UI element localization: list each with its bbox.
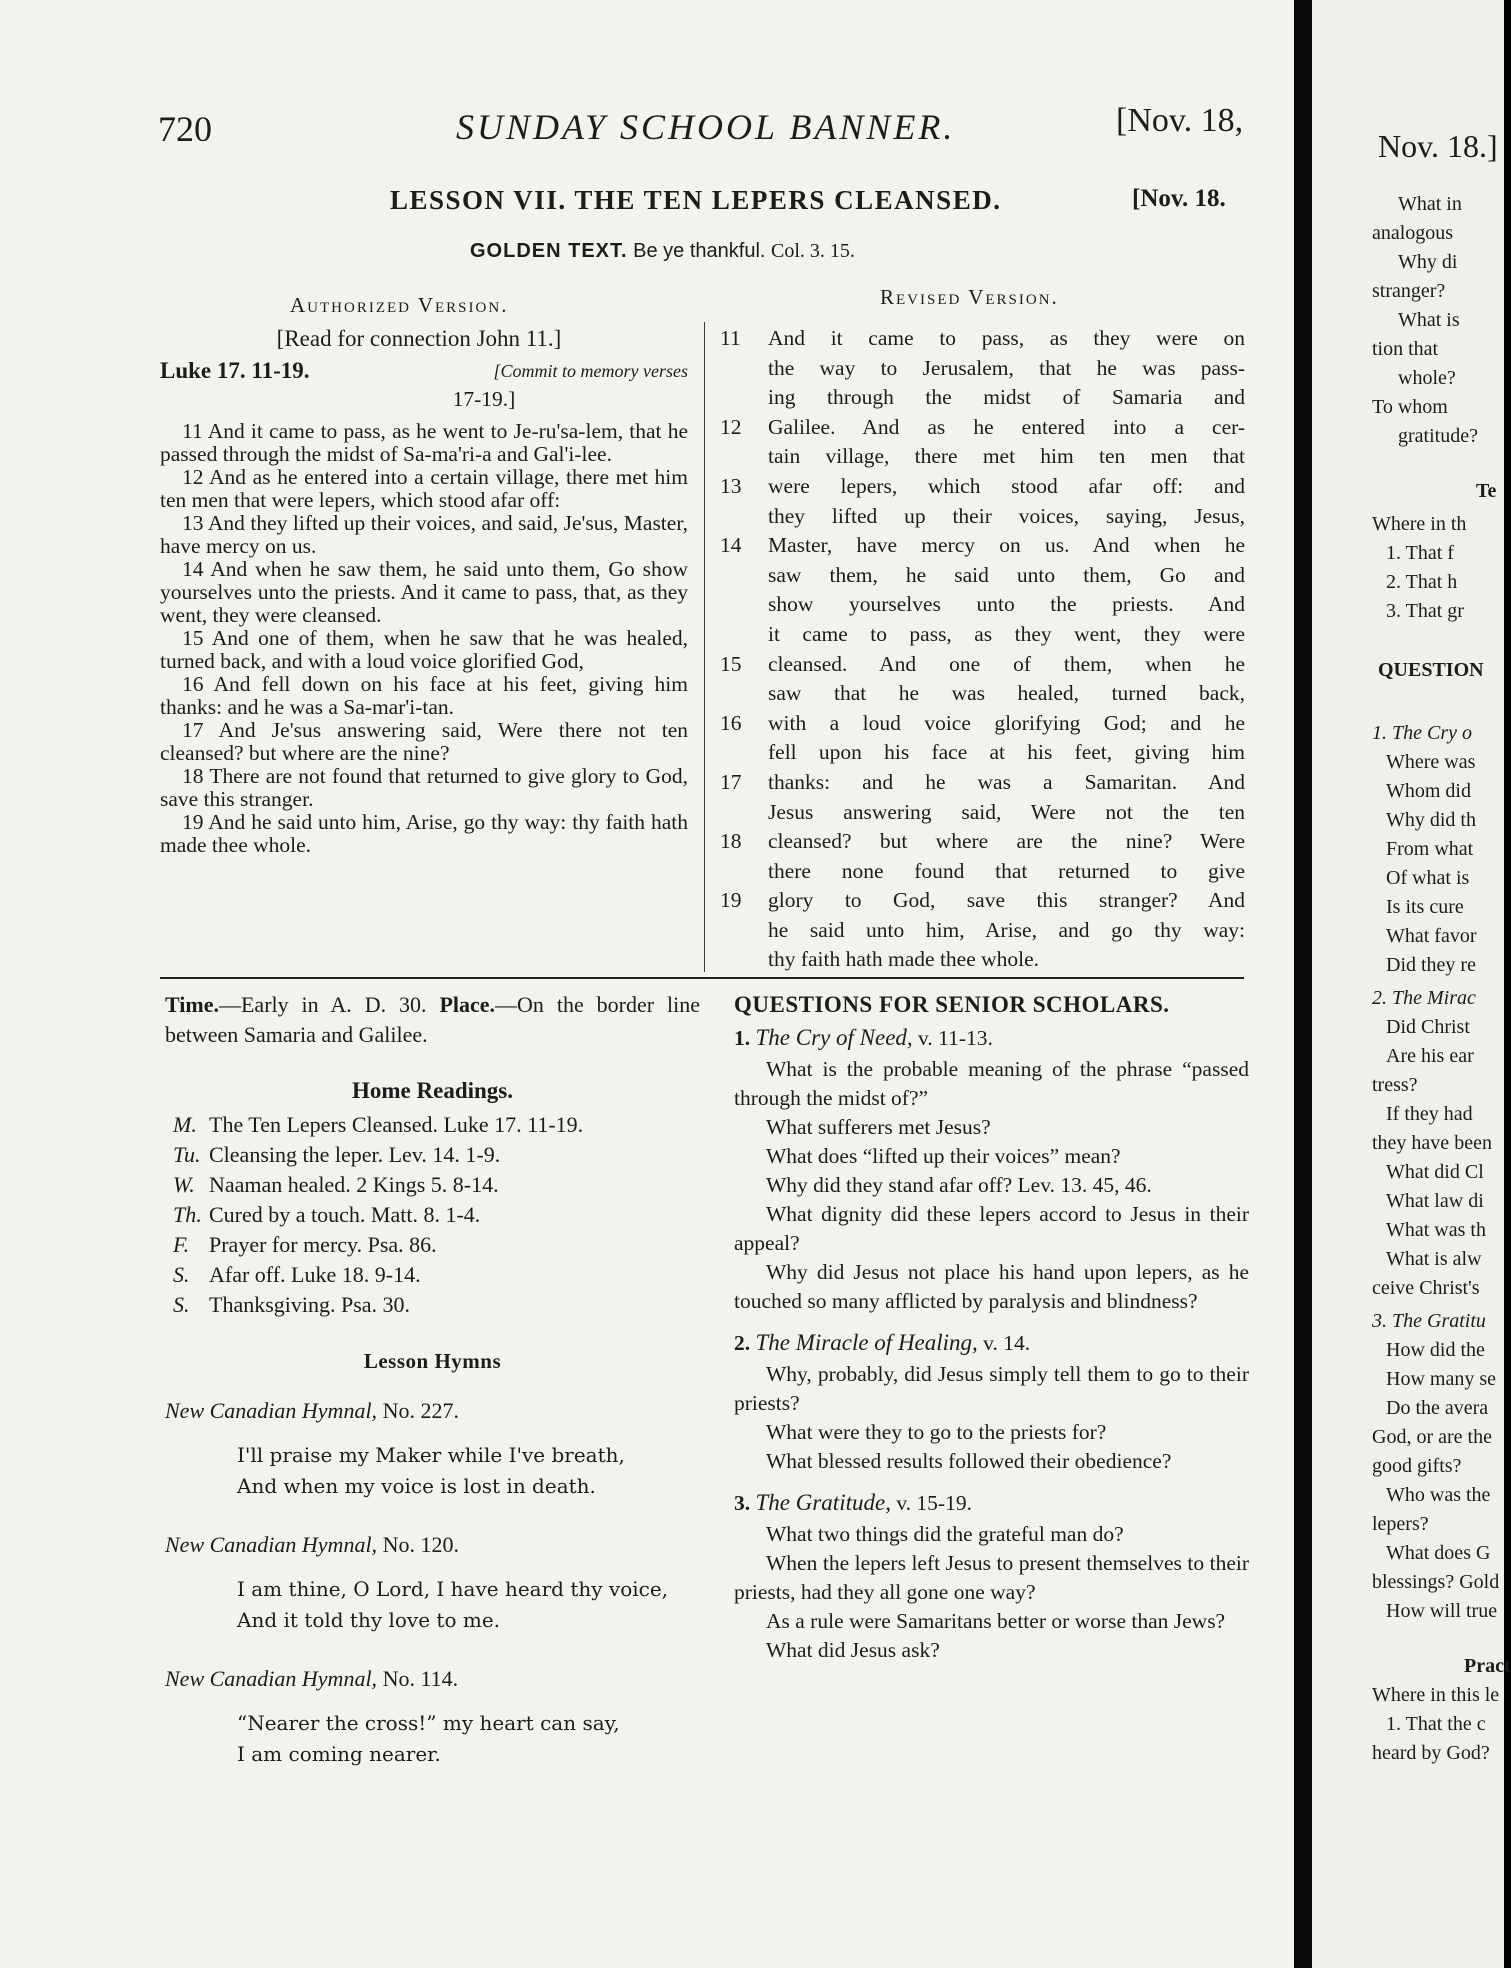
hymn-line: I am thine, O Lord, I have heard thy voice, bbox=[237, 1577, 669, 1601]
right-line: What in bbox=[1398, 193, 1462, 215]
question: What two things did the grateful man do? bbox=[766, 1522, 1124, 1546]
authorized-version bbox=[160, 324, 688, 857]
right-line: What does G bbox=[1386, 1542, 1491, 1564]
revised-heading: Revised Version. bbox=[880, 285, 1059, 309]
right-line: they have been bbox=[1372, 1132, 1492, 1154]
hymn-source bbox=[165, 1664, 700, 1694]
revised-text: with a loud voice glorifying God; and he bbox=[768, 710, 1245, 735]
verse-number: 18 bbox=[720, 829, 742, 854]
verse-number: 19 bbox=[720, 888, 742, 913]
running-title: SUNDAY SCHOOL BANNER. bbox=[456, 107, 956, 147]
lesson-date: [Nov. 18. bbox=[1132, 185, 1226, 212]
book-spine bbox=[1294, 0, 1312, 1968]
reading-item bbox=[173, 1110, 700, 1140]
reading-item bbox=[173, 1260, 700, 1290]
hymn-number: No. 227. bbox=[382, 1398, 459, 1423]
verse-number: 12 bbox=[720, 414, 742, 439]
authorized-heading: Authorized Version. bbox=[290, 293, 509, 317]
right-line: Whom did bbox=[1386, 780, 1471, 802]
verse: 18 There are not found that returned to give glory to God, save this stranger. bbox=[160, 764, 688, 811]
revised-text: fell upon his face at his feet, giving him bbox=[768, 740, 1245, 765]
right-line: What did Cl bbox=[1386, 1161, 1484, 1183]
hymn-source bbox=[165, 1396, 700, 1426]
revised-text: there none found that returned to give bbox=[768, 858, 1245, 883]
question: What sufferers met Jesus? bbox=[766, 1115, 991, 1139]
hymn-number: No. 114. bbox=[382, 1666, 459, 1691]
question: Why did Jesus not place his hand upon lepers, as he touched so many afflicted by paralysis and blindness? bbox=[734, 1260, 1249, 1313]
hymn-line: I am coming nearer. bbox=[237, 1742, 441, 1766]
question: What did Jesus ask? bbox=[766, 1638, 940, 1662]
question: What is the probable meaning of the phrase “passed through the midst of?” bbox=[734, 1057, 1249, 1110]
revised-line bbox=[720, 827, 1245, 857]
revised-line bbox=[720, 502, 1245, 532]
right-line: ceive Christ's bbox=[1372, 1277, 1480, 1299]
verse-number bbox=[720, 738, 768, 768]
right-line: Where was bbox=[1386, 751, 1476, 773]
verse-number bbox=[720, 945, 768, 975]
revised-line bbox=[720, 945, 1245, 975]
revised-text: were lepers, which stood afar off: and bbox=[768, 473, 1245, 498]
header-date: [Nov. 18, bbox=[1116, 102, 1244, 139]
hymnal-name: New Canadian Hymnal, bbox=[165, 1666, 378, 1691]
question: What does “lifted up their voices” mean? bbox=[766, 1144, 1121, 1168]
revised-text: cleansed? but where are the nine? Were bbox=[768, 829, 1245, 854]
verse-number bbox=[720, 916, 768, 946]
revised-line bbox=[720, 472, 1245, 502]
junior-section-3: 3. The Gratitu bbox=[1372, 1310, 1486, 1332]
revised-text: ing through the midst of Samaria and bbox=[768, 385, 1245, 410]
verse: 19 And he said unto him, Arise, go thy way: thy faith hath made thee whole. bbox=[160, 810, 688, 857]
hymn-lines bbox=[237, 1574, 700, 1636]
section-number: 2. bbox=[734, 1331, 751, 1355]
revised-line bbox=[720, 679, 1245, 709]
teachings-heading: Te bbox=[1476, 480, 1497, 502]
hymns-heading: Lesson Hymns bbox=[363, 1349, 502, 1373]
junior-section-2: 2. The Mirac bbox=[1372, 987, 1476, 1009]
verse-number bbox=[720, 679, 768, 709]
verse: 13 And they lifted up their voices, and said, Je'sus, Master, have mercy on us. bbox=[160, 511, 688, 558]
reading-day: Th. bbox=[173, 1202, 202, 1227]
revised-line bbox=[720, 709, 1245, 739]
column-divider bbox=[704, 322, 705, 972]
revised-version bbox=[720, 324, 1245, 975]
reading-day: F. bbox=[173, 1232, 190, 1257]
right-line: tion that bbox=[1372, 338, 1439, 360]
revised-text: glory to God, save this stranger? And bbox=[768, 888, 1245, 913]
time-label: Time. bbox=[165, 992, 219, 1017]
revised-line bbox=[720, 561, 1245, 591]
section-number: 3. bbox=[734, 1491, 751, 1515]
reading-item bbox=[173, 1290, 700, 1320]
right-line: Did Christ bbox=[1386, 1016, 1470, 1038]
junior-section-1: 1. The Cry o bbox=[1372, 722, 1472, 744]
revised-text: he said unto him, Arise, and go thy way: bbox=[768, 917, 1245, 942]
right-line: To whom bbox=[1372, 396, 1448, 418]
revised-line bbox=[720, 531, 1245, 561]
right-header: Nov. 18.] bbox=[1378, 128, 1498, 164]
revised-text: Galilee. And as he entered into a cer- bbox=[768, 414, 1245, 439]
verse: 17 And Je'sus answering said, Were there not ten cleansed? but where are the nine? bbox=[160, 718, 688, 765]
revised-text: tain village, there met him ten men that bbox=[768, 444, 1245, 469]
right-line: What law di bbox=[1386, 1190, 1484, 1212]
practical-heading: Pract bbox=[1464, 1655, 1511, 1677]
revised-line bbox=[720, 916, 1245, 946]
practical-line: Where in this le bbox=[1372, 1684, 1500, 1706]
right-page bbox=[1312, 0, 1511, 1968]
golden-text bbox=[470, 240, 855, 263]
verse-number bbox=[720, 561, 768, 591]
hymn-list bbox=[165, 1396, 700, 1770]
revised-line bbox=[720, 886, 1245, 916]
hymn-lines bbox=[237, 1708, 700, 1770]
section-heading bbox=[734, 1488, 1249, 1518]
verse-number bbox=[720, 590, 768, 620]
golden-label: GOLDEN TEXT. bbox=[470, 240, 628, 262]
verse-number: 13 bbox=[720, 473, 742, 498]
verse: 16 And fell down on his face at his feet, giving him thanks: and he was a Sa-mar'i-tan. bbox=[160, 672, 688, 719]
hymn-line: I'll praise my Maker while I've breath, bbox=[237, 1443, 625, 1467]
right-line: How many se bbox=[1386, 1368, 1496, 1390]
section-ref: v. 11-13. bbox=[918, 1026, 993, 1050]
verse-number bbox=[720, 798, 768, 828]
right-page-text bbox=[1372, 190, 1511, 1768]
reading-text: Naaman healed. 2 Kings 5. 8-14. bbox=[209, 1172, 499, 1197]
right-line: tress? bbox=[1372, 1074, 1418, 1096]
time-place bbox=[165, 990, 700, 1050]
read-note: [Read for connection John 11.] bbox=[276, 326, 562, 351]
verse-number bbox=[720, 442, 768, 472]
verse-number bbox=[720, 502, 768, 532]
question: What were they to go to the priests for? bbox=[766, 1420, 1107, 1444]
revised-text: they lifted up their voices, saying, Jesus, bbox=[768, 503, 1245, 528]
right-line: lepers? bbox=[1372, 1513, 1429, 1535]
place-text: —On the border line between Samaria and Galilee. bbox=[165, 992, 701, 1047]
right-line: stranger? bbox=[1372, 280, 1446, 302]
verse: 15 And one of them, when he saw that he was healed, turned back, and with a loud voice glorified God, bbox=[160, 626, 688, 673]
teaching-item: 3. That gr bbox=[1386, 600, 1464, 622]
hymnal-name: New Canadian Hymnal, bbox=[165, 1532, 378, 1557]
reading-day: S. bbox=[173, 1292, 190, 1317]
reading-text: The Ten Lepers Cleansed. Luke 17. 11-19. bbox=[209, 1112, 584, 1137]
right-line: If they had bbox=[1386, 1103, 1473, 1125]
verse-number bbox=[720, 354, 768, 384]
lesson-title: LESSON VII. THE TEN LEPERS CLEANSED. bbox=[390, 185, 1002, 215]
verse-number bbox=[720, 620, 768, 650]
hymn-line: “Nearer the cross!” my heart can say, bbox=[237, 1711, 620, 1735]
reading-text: Afar off. Luke 18. 9-14. bbox=[209, 1262, 421, 1287]
verse-number: 16 bbox=[720, 710, 742, 735]
section-heading bbox=[734, 1328, 1249, 1358]
verse-number: 17 bbox=[720, 769, 742, 794]
horizontal-rule bbox=[160, 977, 1244, 979]
verse-number: 15 bbox=[720, 651, 742, 676]
right-line: From what bbox=[1386, 838, 1474, 860]
right-line: Are his ear bbox=[1386, 1045, 1474, 1067]
time-text: —Early in A. D. 30. bbox=[218, 992, 427, 1017]
revised-line bbox=[720, 590, 1245, 620]
revised-text: cleansed. And one of them, when he bbox=[768, 651, 1245, 676]
verse-number: 11 bbox=[720, 326, 741, 350]
right-line: What favor bbox=[1386, 925, 1477, 947]
hymn-number: No. 120. bbox=[382, 1532, 459, 1557]
teachings-intro: Where in th bbox=[1372, 513, 1467, 535]
question: Why did they stand afar off? Lev. 13. 45, 46. bbox=[766, 1173, 1152, 1197]
reading-item bbox=[173, 1170, 700, 1200]
ref-line bbox=[160, 356, 688, 386]
page-number: 720 bbox=[158, 109, 212, 149]
revised-text: it came to pass, as they went, they were bbox=[768, 621, 1245, 646]
hymn-line: And when my voice is lost in death. bbox=[237, 1474, 596, 1498]
question: When the lepers left Jesus to present themselves to their priests, had they all gone one way? bbox=[734, 1551, 1249, 1604]
right-line: blessings? Gold bbox=[1372, 1571, 1500, 1593]
commit-note: [Commit to memory verses bbox=[493, 361, 688, 381]
right-line: God, or are the bbox=[1372, 1426, 1492, 1448]
right-line: analogous bbox=[1372, 222, 1454, 244]
reading-day: Tu. bbox=[173, 1142, 201, 1167]
practical-line: heard by God? bbox=[1372, 1742, 1490, 1764]
right-line: Why di bbox=[1398, 251, 1458, 273]
revised-text: show yourselves unto the priests. And bbox=[768, 592, 1245, 617]
revised-line bbox=[720, 324, 1245, 354]
reading-text: Cured by a touch. Matt. 8. 1-4. bbox=[209, 1202, 481, 1227]
reading-day: W. bbox=[173, 1172, 195, 1197]
reading-item bbox=[173, 1230, 700, 1260]
section-title: The Cry of Need, bbox=[755, 1025, 913, 1050]
hymnal-name: New Canadian Hymnal, bbox=[165, 1398, 378, 1423]
golden-body: Be ye thankful. bbox=[633, 240, 766, 262]
verse-number bbox=[720, 857, 768, 887]
question: What dignity did these lepers accord to Jesus in their appeal? bbox=[734, 1202, 1249, 1255]
place-label: Place. bbox=[439, 992, 496, 1017]
verse: 14 And when he saw them, he said unto them, Go show yourselves unto the priests. And it came to pass, that, as they went, they were cleansed. bbox=[160, 557, 688, 627]
revised-line bbox=[720, 768, 1245, 798]
right-line: Is its cure bbox=[1386, 896, 1464, 918]
senior-questions bbox=[734, 990, 1249, 1665]
revised-line bbox=[720, 354, 1245, 384]
teaching-item: 1. That f bbox=[1386, 542, 1454, 564]
right-line: Did they re bbox=[1386, 954, 1476, 976]
reading-day: S. bbox=[173, 1262, 190, 1287]
section-title: The Gratitude, bbox=[755, 1490, 891, 1515]
right-line: whole? bbox=[1398, 367, 1456, 389]
revised-line bbox=[720, 620, 1245, 650]
question: As a rule were Samaritans better or worse than Jews? bbox=[766, 1609, 1226, 1633]
senior-heading: QUESTIONS FOR SENIOR SCHOLARS. bbox=[734, 992, 1170, 1017]
verse: 11 And it came to pass, as he went to Je-ru'sa-lem, that he passed through the midst of Sa-ma'ri-a and Gal'i-lee. bbox=[160, 419, 688, 466]
home-readings-heading: Home Readings. bbox=[352, 1078, 513, 1103]
right-line: Do the avera bbox=[1386, 1397, 1489, 1419]
right-line: What is alw bbox=[1386, 1248, 1482, 1270]
teaching-item: 2. That h bbox=[1386, 571, 1458, 593]
question: What blessed results followed their obedience? bbox=[766, 1449, 1172, 1473]
revised-text: Master, have mercy on us. And when he bbox=[768, 533, 1245, 558]
right-line: What is bbox=[1398, 309, 1460, 331]
reading-item bbox=[173, 1200, 700, 1230]
revised-line bbox=[720, 413, 1245, 443]
revised-line bbox=[720, 798, 1245, 828]
right-line: How will true bbox=[1386, 1600, 1498, 1622]
revised-text: thy faith hath made thee whole. bbox=[768, 947, 1040, 972]
revised-line bbox=[720, 857, 1245, 887]
golden-ref: Col. 3. 15. bbox=[771, 240, 855, 262]
home-readings bbox=[165, 1110, 700, 1320]
reading-text: Prayer for mercy. Psa. 86. bbox=[209, 1232, 437, 1257]
senior-sections bbox=[734, 1023, 1249, 1665]
revised-text: thanks: and he was a Samaritan. And bbox=[768, 769, 1245, 794]
section-ref: v. 15-19. bbox=[896, 1491, 972, 1515]
reading-text: Cleansing the leper. Lev. 14. 1-9. bbox=[209, 1142, 501, 1167]
revised-text: saw them, he said unto them, Go and bbox=[768, 562, 1245, 587]
revised-text: Jesus answering said, Were not the ten bbox=[768, 799, 1245, 824]
verse-number bbox=[720, 383, 768, 413]
practical-line: 1. That the c bbox=[1386, 1713, 1486, 1735]
commit-note-2: 17-19.] bbox=[452, 387, 516, 411]
revised-line bbox=[720, 442, 1245, 472]
right-line: good gifts? bbox=[1372, 1455, 1462, 1477]
verse: 12 And as he entered into a certain village, there met him ten men that were lepers, which stood afar off: bbox=[160, 465, 688, 512]
verse-number: 14 bbox=[720, 533, 742, 558]
right-line: What was th bbox=[1386, 1219, 1486, 1241]
revised-text: And it came to pass, as they were on bbox=[768, 326, 1245, 350]
section-number: 1. bbox=[734, 1026, 751, 1050]
hymn-source bbox=[165, 1530, 700, 1560]
reading-item bbox=[173, 1140, 700, 1170]
revised-lines bbox=[720, 324, 1245, 975]
revised-line bbox=[720, 650, 1245, 680]
right-line: Of what is bbox=[1386, 867, 1470, 889]
junior-heading: QUESTION bbox=[1378, 659, 1484, 681]
revised-line bbox=[720, 738, 1245, 768]
right-line: Why did th bbox=[1386, 809, 1476, 831]
hymn-lines bbox=[237, 1440, 700, 1502]
lesson-ref: Luke 17. 11-19. bbox=[160, 358, 310, 383]
section-ref: v. 14. bbox=[983, 1331, 1031, 1355]
revised-line bbox=[720, 383, 1245, 413]
revised-text: saw that he was healed, turned back, bbox=[768, 681, 1245, 706]
revised-text: the way to Jerusalem, that he was pass- bbox=[768, 355, 1245, 380]
question: Why, probably, did Jesus simply tell them to go to their priests? bbox=[734, 1362, 1249, 1415]
section-title: The Miracle of Healing, bbox=[755, 1330, 978, 1355]
section-heading bbox=[734, 1023, 1249, 1053]
lower-left-column bbox=[165, 990, 700, 1798]
reading-text: Thanksgiving. Psa. 30. bbox=[209, 1292, 411, 1317]
verse-list bbox=[160, 420, 688, 857]
reading-day: M. bbox=[173, 1112, 197, 1137]
hymn-line: And it told thy love to me. bbox=[237, 1608, 501, 1632]
right-line: gratitude? bbox=[1398, 425, 1478, 447]
right-line: How did the bbox=[1386, 1339, 1485, 1361]
right-line: Who was the bbox=[1386, 1484, 1491, 1506]
